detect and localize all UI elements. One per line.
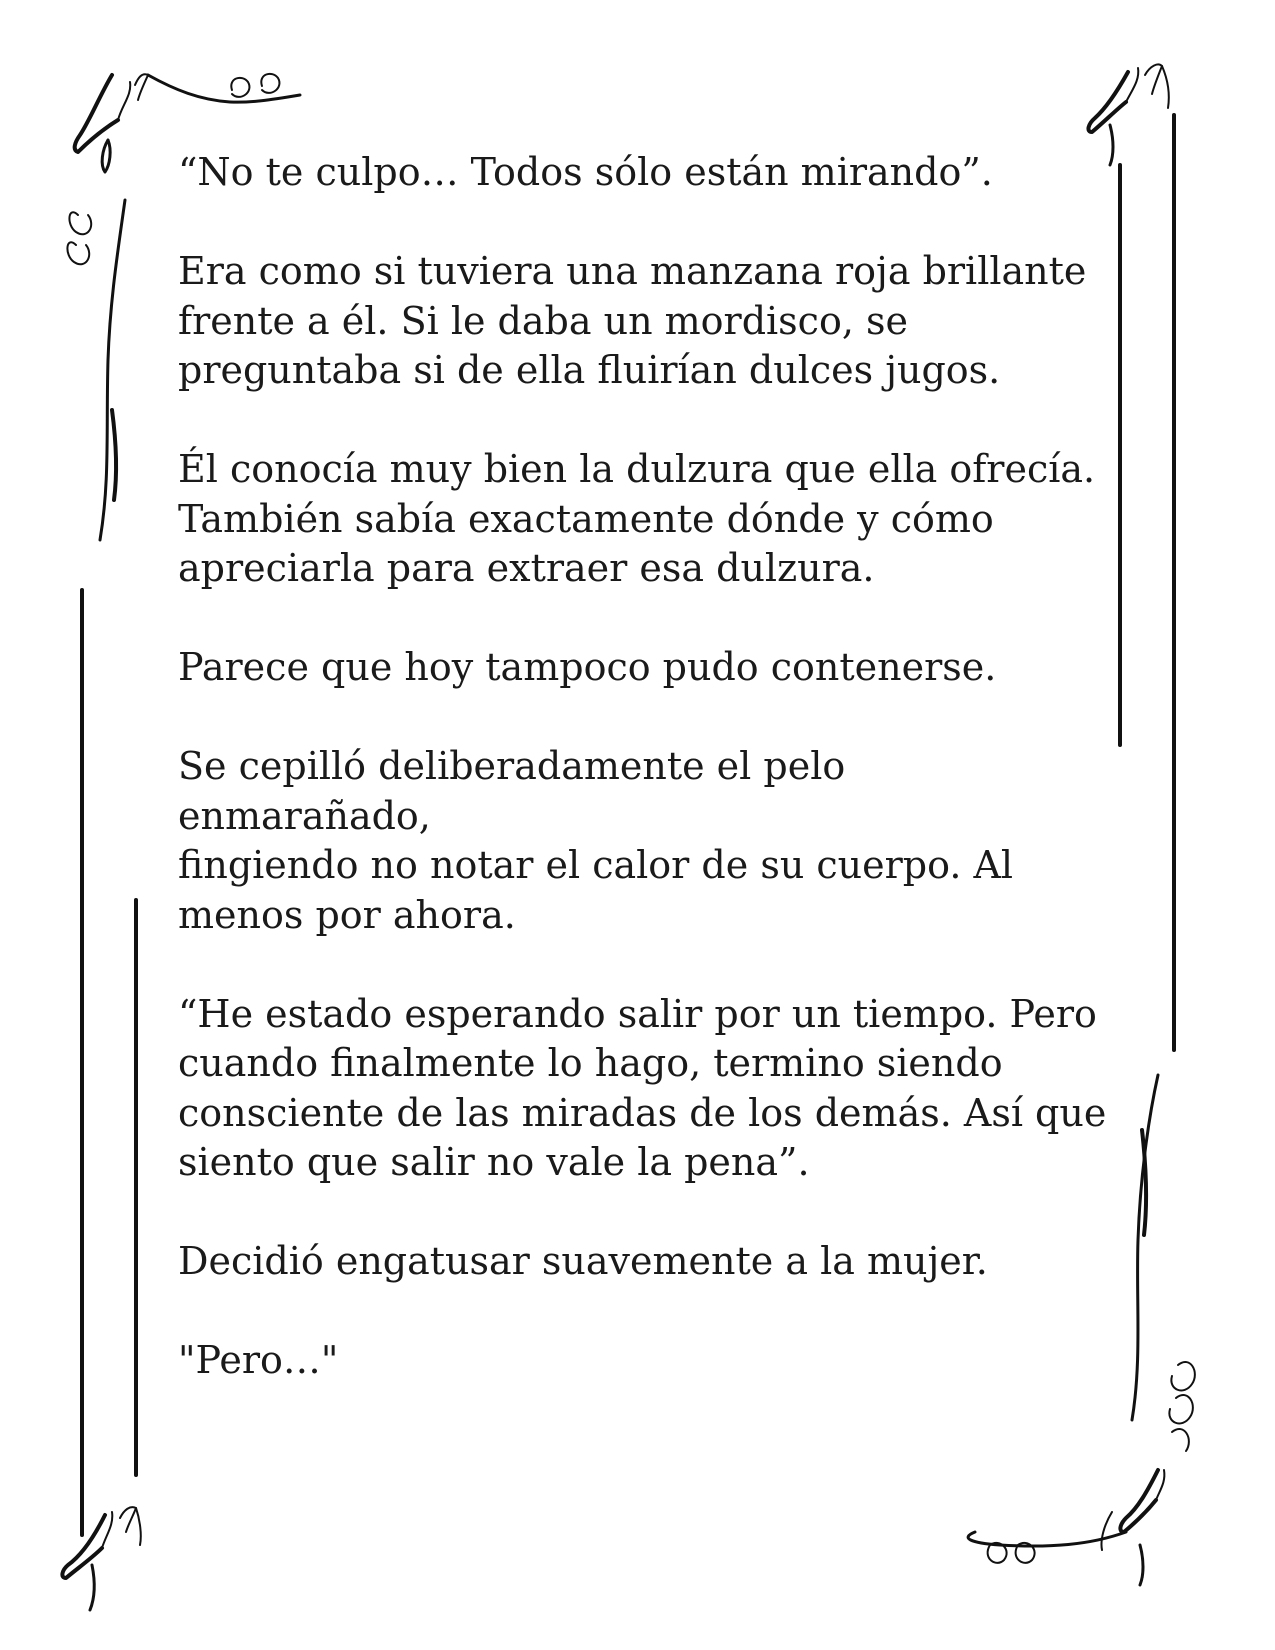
flourish-bottom-left-icon bbox=[62, 1507, 140, 1610]
story-text bbox=[178, 148, 1108, 1386]
paragraph: Se cepilló deliberadamente el pelo enmarañado, fingiendo no notar el calor de su cuerpo. Al menos por ahora. bbox=[178, 744, 1014, 937]
paragraph: Parece que hoy tampoco pudo contenerse. bbox=[178, 645, 997, 689]
paragraph: “No te culpo… Todos sólo están mirando”. bbox=[178, 150, 993, 194]
paragraph: Decidió engatusar suavemente a la mujer. bbox=[178, 1239, 988, 1283]
paragraph: "Pero…" bbox=[178, 1338, 339, 1382]
paragraph: Era como si tuviera una manzana roja brillante frente a él. Si le daba un mordisco, se preguntaba si de ella fluirían dulces jugos. bbox=[178, 249, 1087, 392]
paragraph: Él conocía muy bien la dulzura que ella ofrecía. También sabía exactamente dónde y cómo apreciarla para extraer esa dulzura. bbox=[178, 447, 1096, 590]
paragraph: “He estado esperando salir por un tiempo. Pero cuando finalmente lo hago, termino siendo consciente de las miradas de los demás. Así que siento que salir no vale la pena”. bbox=[178, 991, 1107, 1184]
